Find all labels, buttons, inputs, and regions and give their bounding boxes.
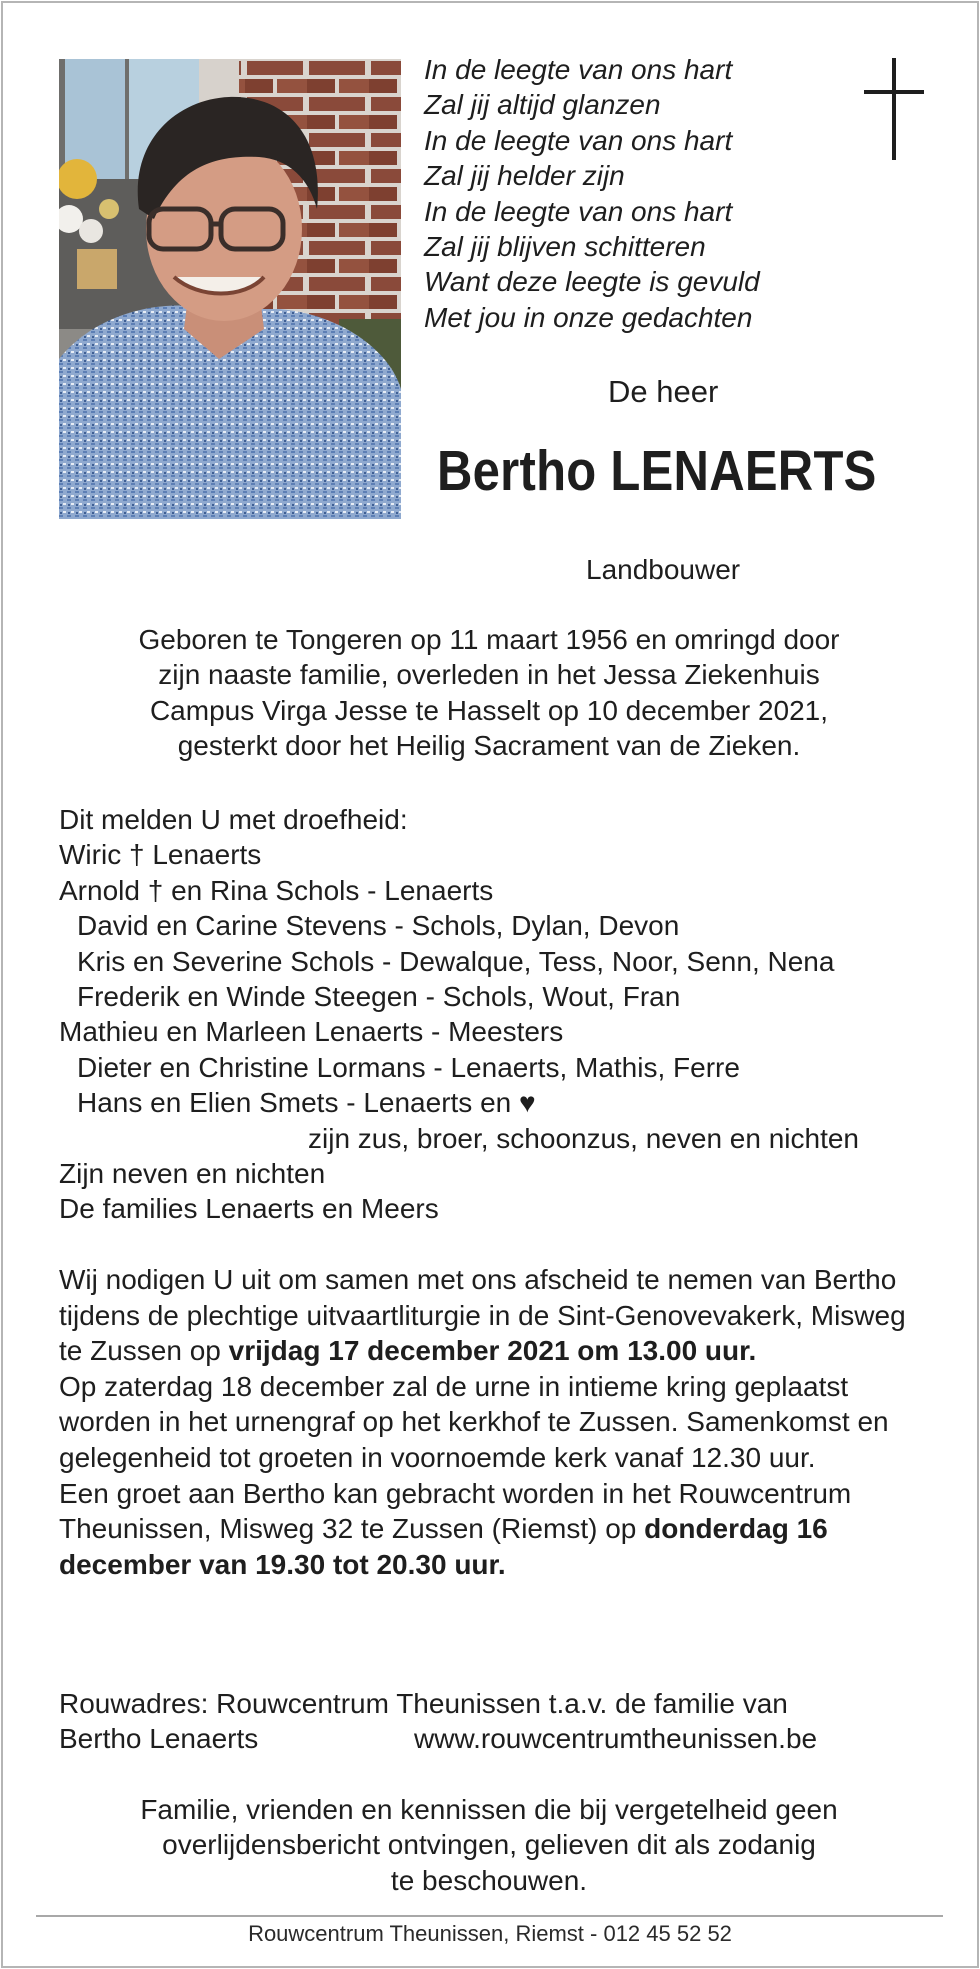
poem-line: Zal jij blijven schitteren (424, 231, 706, 263)
family-line: David en Carine Stevens - Schols, Dylan, Devon (77, 910, 680, 942)
text-line: te beschouwen. (390, 1864, 588, 1896)
poem-line: In de leegte van ons hart (424, 195, 733, 227)
mourning-address (59, 1686, 919, 1757)
family-line: Mathieu en Marleen Lenaerts - Meesters (59, 1016, 564, 1048)
poem-line: Zal jij altijd glanzen (424, 89, 661, 121)
family-line: Dieter en Christine Lormans - Lenaerts, Mathis, Ferre (77, 1051, 740, 1083)
family-list (59, 802, 929, 1227)
visitation-paragraph (59, 1476, 919, 1583)
family-text: Lenaerts (144, 839, 262, 871)
text-line: overlijdensbericht ontvingen, gelieven dit als zodanig (162, 1829, 816, 1861)
text-line: Familie, vrienden en kennissen die bij vergetelheid geen (140, 1794, 838, 1825)
funeral-date: vrijdag 17 december 2021 om 13.00 uur. (228, 1335, 757, 1367)
family-line: Frederik en Winde Steegen - Schols, Wout, Fran (77, 981, 681, 1013)
footer-divider (36, 1915, 943, 1917)
address-line: Rouwadres: Rouwcentrum Theunissen t.a.v. de familie van (59, 1688, 788, 1719)
family-text: Wiric (59, 839, 129, 871)
family-line (59, 1085, 929, 1120)
cross-icon: † (147, 874, 164, 906)
family-line: De families Lenaerts en Meers (59, 1193, 439, 1225)
paragraph-text: Een groet aan Bertho kan gebracht worden in het Rouwcentrum Theunissen, Misweg 32 te Zussen (Riemst) op (59, 1477, 852, 1545)
poem-line: Met jou in onze gedachten (424, 301, 753, 333)
text-line: Campus Virga Jesse te Hasselt op 10 december 2021, (149, 694, 829, 726)
footer-credit: Rouwcentrum Theunissen, Riemst - 012 45 52 52 (248, 1921, 732, 1946)
poem-line: In de leegte van ons hart (424, 54, 733, 85)
paragraph-text: Wij nodigen U uit om samen met ons afscheid te nemen van Bertho tijdens de plechtige uitvaartliturgie in de Sint-Genovevakerk, Misweg te Zussen op (59, 1264, 906, 1367)
honorific: De heer (608, 374, 719, 409)
visitation-date: donderdag 16 december van 19.30 tot 20.30 uur. (59, 1513, 828, 1580)
text-line: gesterkt door het Heilig Sacrament van de Zieken. (177, 730, 801, 762)
closing-note (59, 1792, 919, 1898)
family-text: en Rina Schols - Lenaerts (163, 874, 494, 906)
funeral-paragraph (59, 1262, 919, 1369)
family-line: Kris en Severine Schols - Dewalque, Tess, Noor, Senn, Nena (77, 945, 835, 977)
heart-icon: ♥ (519, 1087, 536, 1119)
family-text: Hans en Elien Smets - Lenaerts en (77, 1087, 520, 1119)
birth-death-text (59, 622, 919, 764)
address-line: Bertho Lenaerts (59, 1723, 259, 1755)
poem-line: Zal jij helder zijn (424, 160, 625, 192)
profession: Landbouwer (586, 554, 741, 585)
family-text: Arnold (59, 874, 148, 906)
deceased-name: Bertho LENAERTS (437, 439, 877, 503)
poem-line: Want deze leegte is gevuld (424, 266, 760, 298)
text-line: zijn naaste familie, overleden in het Jessa Ziekenhuis (158, 659, 820, 691)
cross-icon: † (128, 839, 145, 871)
website-link[interactable]: www.rouwcentrumtheunissen.be (414, 1723, 818, 1754)
poem-line: In de leegte van ons hart (424, 124, 733, 156)
portrait-photo (59, 59, 401, 519)
family-intro: Dit melden U met droefheid: (59, 804, 408, 835)
family-line: zijn zus, broer, schoonzus, neven en nichten (308, 1122, 860, 1154)
service-info (59, 1262, 919, 1582)
latin-cross-icon (864, 58, 924, 160)
poem (424, 52, 760, 335)
family-line (59, 837, 929, 872)
family-line: Zijn neven en nichten (59, 1158, 326, 1190)
text-line: Geboren te Tongeren op 11 maart 1956 en omringd door (138, 624, 840, 655)
family-line (59, 873, 929, 908)
urn-paragraph: Op zaterdag 18 december zal de urne in intieme kring geplaatst worden in het urnengraf op het kerkhof te Zussen. Samenkomst en gelegenheid tot groeten in voornoemde kerk vanaf 12.30 uur. (59, 1370, 889, 1473)
